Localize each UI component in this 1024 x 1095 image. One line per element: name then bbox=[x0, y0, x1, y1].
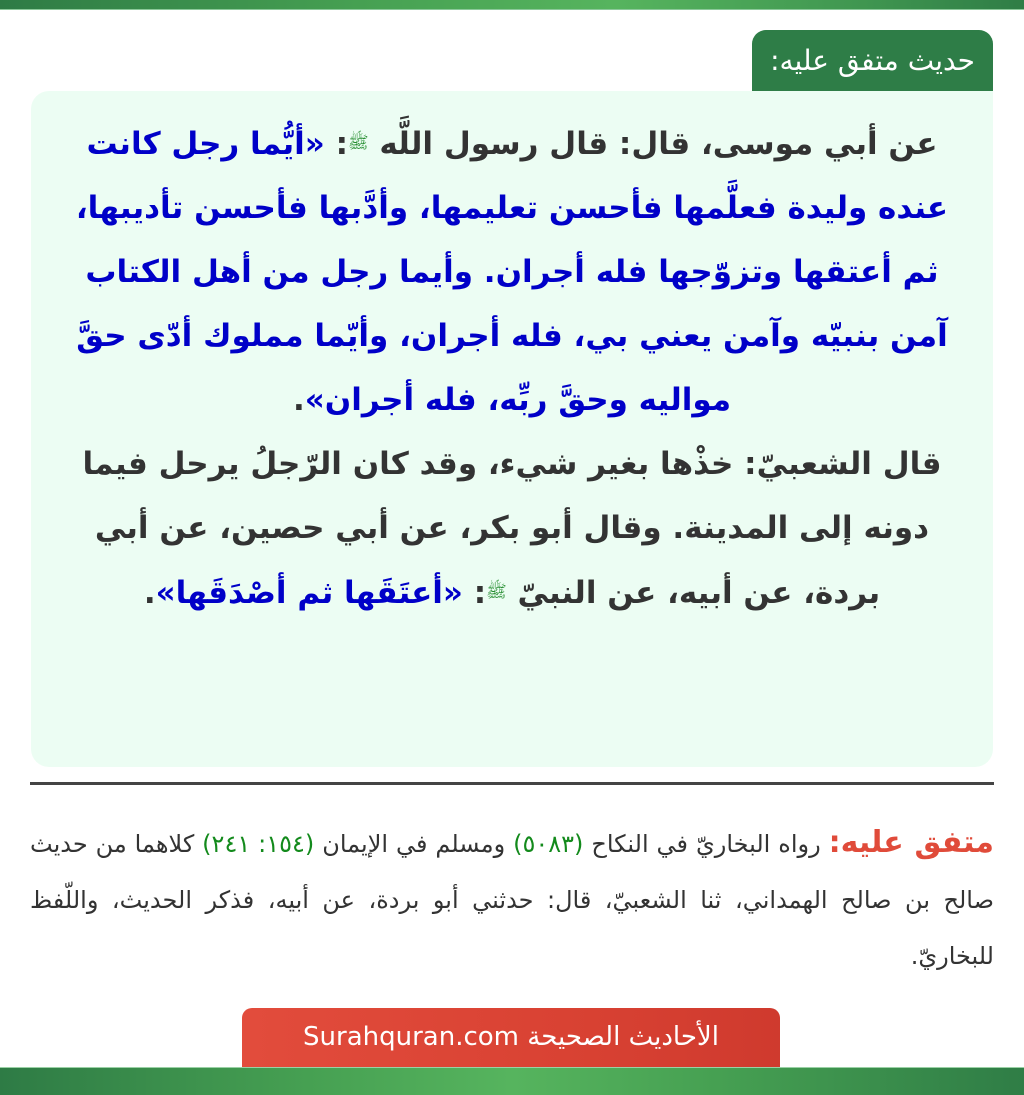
colon: : bbox=[324, 126, 348, 162]
site-footer-badge[interactable]: الأحاديث الصحيحة Surahquran.com bbox=[242, 1008, 780, 1067]
hadith-type-title: حديث متفق عليه: bbox=[752, 30, 993, 91]
hadith-intro: عن أبي موسى، قال: قال رسول اللَّه bbox=[368, 126, 938, 162]
source-text-3: كلاهما من حديث صالح بن صالح الهمداني، ثنا الشعبيّ، قال: حدثني أبو بردة، عن أبيه، فذكر الحديث، واللّفظ للبخاريّ. bbox=[30, 830, 994, 970]
prophet-quote-2: «أعتَقَها ثم أصْدَقَها» bbox=[155, 575, 463, 611]
bukhari-ref: (٥٠٨٣) bbox=[513, 830, 584, 858]
hadith-text bbox=[61, 111, 963, 625]
top-decorative-bar bbox=[0, 0, 1024, 10]
muslim-ref: (١٥٤: ٢٤١) bbox=[202, 830, 315, 858]
hadith-card bbox=[31, 91, 993, 767]
period: . bbox=[292, 382, 305, 418]
source-label: متفق عليه: bbox=[828, 825, 994, 860]
hadith-narration: قال الشعبيّ: خذْها بغير شيء، وقد كان الرّجلُ يرحل فيما دونه إلى المدينة. وقال أبو بكر، عن أبي حصين، عن أبي بردة، عن أبيه، عن النبيّ bbox=[82, 446, 942, 611]
prophet-quote: «أيُّما رجل كانت عنده وليدة فعلَّمها فأحسن تعليمها، وأدَّبها فأحسن تأديبها، ثم أعتقها وتزوّجها فله أجران. وأيما رجل من أهل الكتاب آمن بنبيّه وآمن يعني بي، فله أجران، وأيّما مملوك أدّى حقَّ مواليه وحقَّ ربِّه، فله أجران» bbox=[75, 126, 949, 418]
period-2: . bbox=[143, 575, 156, 611]
colon-2: : bbox=[462, 575, 487, 611]
source-text-1: رواه البخاريّ في النكاح bbox=[583, 830, 829, 858]
salutation-icon-2: ﷺ bbox=[486, 582, 507, 602]
salutation-icon: ﷺ bbox=[347, 133, 369, 153]
section-divider bbox=[30, 782, 994, 785]
source-text-2: ومسلم في الإيمان bbox=[314, 830, 514, 858]
source-reference bbox=[30, 815, 994, 984]
bottom-decorative-bar bbox=[0, 1067, 1024, 1095]
